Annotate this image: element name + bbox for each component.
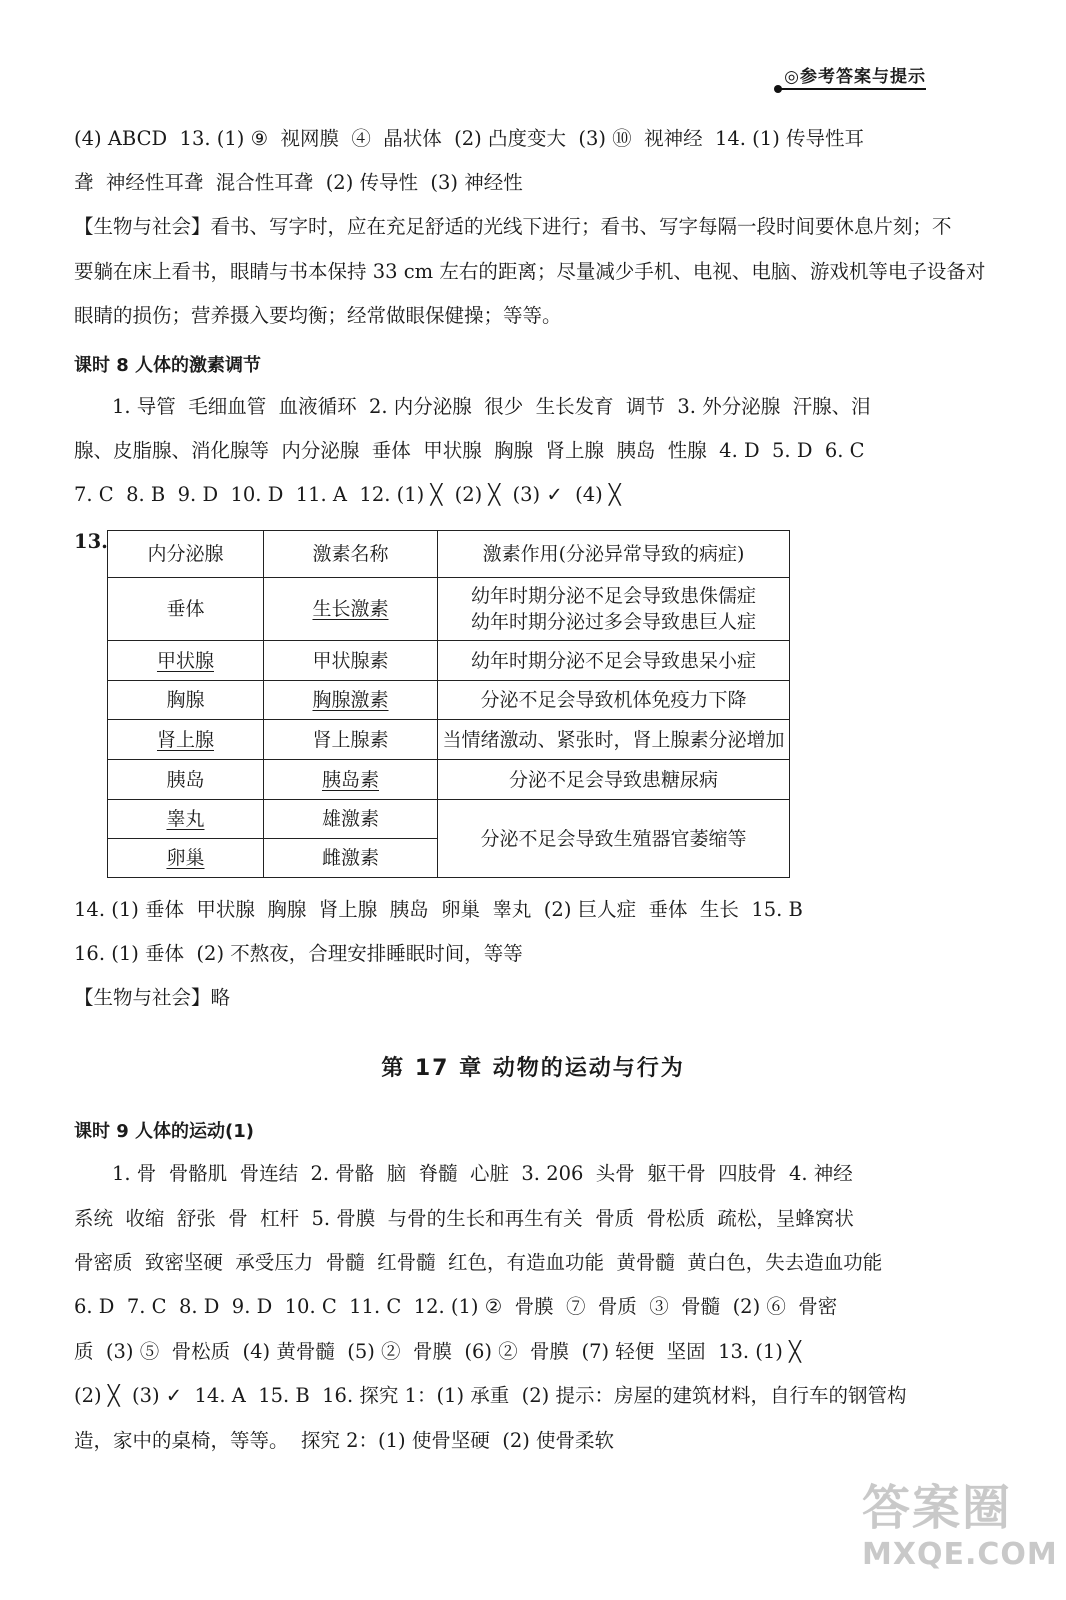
watermark-url: MXQE.COM: [862, 1537, 1058, 1572]
header-rule: [780, 88, 926, 90]
intro-line-2: 聋 神经性耳聋 混合性耳聋 (2) 传导性 (3) 神经性: [74, 171, 523, 194]
lesson9-line-2: 系统 收缩 舒张 骨 杠杆 5. 骨膜 与骨的生长和再生有关 骨质 骨松质 疏松，呈蜂窝状: [74, 1207, 854, 1230]
hormone-table: [107, 530, 790, 878]
effect-cell: 分泌不足会导致患糖尿病: [438, 760, 790, 800]
table-row: [108, 800, 790, 839]
lesson9-line-6: (2) ╳ (3) ✓ 14. A 15. B 16. 探究 1：(1) 承重 (2) 提示：房屋的建筑材料，自行车的钢管构: [74, 1384, 907, 1407]
gland-cell: [108, 800, 264, 839]
hormone-cell: [264, 578, 438, 641]
lesson8-line-3: 7. C 8. B 9. D 10. D 11. A 12. (1) ╳ (2) ╳ (3) ✓ (4) ╳: [74, 483, 621, 506]
table-row: [108, 720, 790, 760]
intro-line-1: (4) ABCD 13. (1) ⑨ 视网膜 ④ 晶状体 (2) 凸度变大 (3) ⑩ 视神经 14. (1) 传导性耳: [74, 127, 865, 150]
hormone-cell: 甲状腺素: [264, 641, 438, 681]
page-header: ◎参考答案与提示: [784, 67, 926, 87]
effect-cell: 幼年时期分泌不足会导致患呆小症: [438, 641, 790, 681]
gland-answer: 甲状腺: [156, 649, 214, 672]
effect-line: 幼年时期分泌不足会导致患侏儒症: [470, 585, 756, 607]
gland-cell: [108, 641, 264, 681]
effect-cell: 分泌不足会导致机体免疫力下降: [438, 681, 790, 720]
hormone-answer: 胸腺激素: [312, 689, 389, 711]
gland-cell: 垂体: [108, 578, 264, 641]
gland-cell: 胸腺: [108, 681, 264, 720]
gland-answer: 睾丸: [166, 808, 205, 830]
lesson8-line-2: 腺、皮脂腺、消化腺等 内分泌腺 垂体 甲状腺 胸腺 肾上腺 胰岛 性腺 4. D 5. D 6. C: [74, 439, 865, 462]
effect-cell: 分泌不足会导致生殖器官萎缩等: [438, 800, 790, 878]
lesson8-after-line-3: 【生物与社会】略: [74, 986, 231, 1009]
lesson9-line-7: 造，家中的桌椅，等等。 探究 2：(1) 使骨坚硬 (2) 使骨柔软: [74, 1429, 615, 1452]
intro-line-3: 【生物与社会】看书、写字时，应在充足舒适的光线下进行；看书、写字每隔一段时间要休息片刻；不: [74, 215, 952, 238]
table-header-effect: 激素作用(分泌异常导致的病症): [438, 531, 790, 578]
lesson9-line-3: 骨密质 致密坚硬 承受压力 骨髓 红骨髓 红色，有造血功能 黄骨髓 黄白色，失去造血功能: [74, 1251, 883, 1274]
table-header-hormone: 激素名称: [264, 531, 438, 578]
hormone-cell: [264, 681, 438, 720]
hormone-cell: 雌激素: [264, 839, 438, 878]
hormone-answer: 生长激素: [312, 598, 389, 620]
watermark-logo-text: 答案圈: [862, 1480, 1013, 1536]
gland-answer: 肾上腺: [156, 728, 214, 751]
gland-answer: 卵巢: [166, 847, 205, 869]
intro-line-5: 眼睛的损伤；营养摄入要均衡；经常做眼保健操；等等。: [74, 304, 562, 327]
gland-cell: [108, 720, 264, 760]
table-row: [108, 578, 790, 641]
lesson9-title: 课时 9 人体的运动(1): [74, 1121, 255, 1142]
intro-line-4: 要躺在床上看书，眼睛与书本保持 33 cm 左右的距离；尽量减少手机、电视、电脑、游戏机等电子设备对: [74, 260, 986, 283]
lesson9-line-4: 6. D 7. C 8. D 9. D 10. C 11. C 12. (1) ② 骨膜 ⑦ 骨质 ③ 骨髓 (2) ⑥ 骨密: [74, 1295, 838, 1318]
hormone-answer: 胰岛素: [321, 768, 379, 791]
lesson9-line-5: 质 (3) ⑤ 骨松质 (4) 黄骨髓 (5) ② 骨膜 (6) ② 骨膜 (7) 轻便 坚固 13. (1) ╳: [74, 1340, 801, 1363]
effect-cell: 当情绪激动、紧张时，肾上腺素分泌增加: [438, 720, 790, 760]
site-watermark: [862, 1478, 1058, 1572]
table-row: [108, 760, 790, 800]
lesson8-title: 课时 8 人体的激素调节: [74, 355, 262, 376]
hormone-cell: 肾上腺素: [264, 720, 438, 760]
table-question-number: 13.: [74, 530, 108, 553]
hormone-cell: 雄激素: [264, 800, 438, 839]
table-row: [108, 641, 790, 681]
lesson8-after-line-2: 16. (1) 垂体 (2) 不熬夜，合理安排睡眠时间，等等: [74, 942, 523, 965]
effect-cell: [438, 578, 790, 641]
table-row: [108, 681, 790, 720]
gland-cell: 胰岛: [108, 760, 264, 800]
lesson8-line-1: 1. 导管 毛细血管 血液循环 2. 内分泌腺 很少 生长发育 调节 3. 外分泌腺 汗腺、泪: [112, 395, 871, 418]
table-header-gland: 内分泌腺: [108, 531, 264, 578]
effect-line: 幼年时期分泌过多会导致患巨人症: [470, 611, 756, 633]
gland-cell: [108, 839, 264, 878]
hormone-cell: [264, 760, 438, 800]
lesson9-line-1: 1. 骨 骨骼肌 骨连结 2. 骨骼 脑 脊髓 心脏 3. 206 头骨 躯干骨 四肢骨 4. 神经: [112, 1162, 853, 1185]
chapter-title: 第 17 章 动物的运动与行为: [381, 1056, 685, 1081]
lesson8-after-line-1: 14. (1) 垂体 甲状腺 胸腺 肾上腺 胰岛 卵巢 睾丸 (2) 巨人症 垂体 生长 15. B: [74, 898, 803, 921]
table-header-row: [108, 531, 790, 578]
